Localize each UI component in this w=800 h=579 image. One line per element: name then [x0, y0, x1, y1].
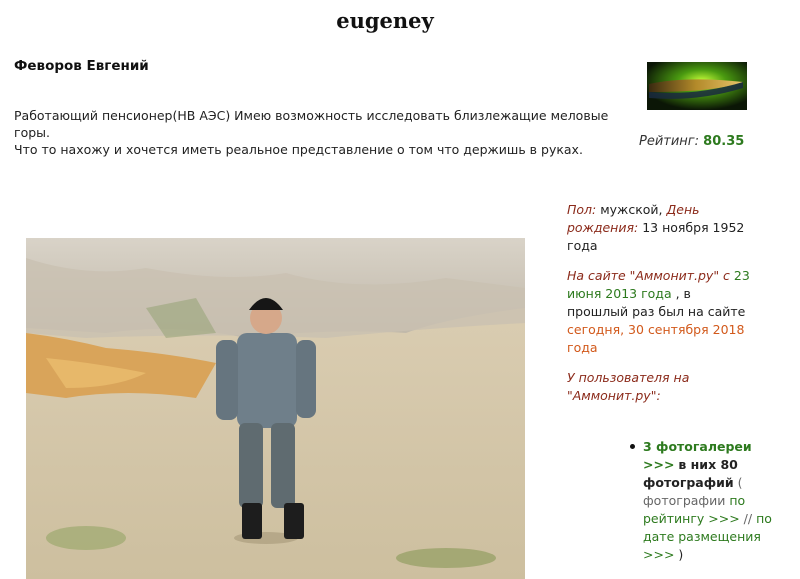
joined-date: 23 июня 2013 года — [567, 268, 750, 301]
galleries-list — [643, 438, 773, 564]
about-line-1: Работающий пенсионер(НВ АЭС) Имею возможность исследовать близлежащие меловые горы. — [14, 108, 609, 140]
rating-label: Рейтинг: — [639, 134, 700, 149]
user-photo-quarry — [26, 238, 525, 579]
by-rating-link[interactable]: по рейтингу >>> — [643, 493, 746, 526]
profile-about — [14, 107, 644, 158]
user-has-label: У пользователя на "Аммонит.ру": — [567, 370, 690, 403]
separator: // — [743, 511, 753, 526]
photo-count-text: в них 80 фотографий — [643, 457, 738, 490]
list-bullet-icon — [630, 444, 635, 449]
about-line-2: Что то нахожу и хочется иметь реальное представление о том что держишь в руках. — [14, 142, 583, 157]
user-photo[interactable] — [26, 238, 525, 579]
profile-full-name: Феворов Евгений — [14, 58, 149, 74]
ammonite-fossil-image — [647, 62, 747, 110]
avatar[interactable] — [647, 62, 747, 110]
rating-value: 80.35 — [703, 134, 745, 149]
close-paren: ) — [678, 547, 684, 562]
galleries-count-link[interactable]: 3 фотогалереи >>> — [643, 439, 752, 472]
gender-value: мужской, — [600, 202, 663, 217]
profile-username: eugeney — [336, 8, 434, 33]
birthday-value: 13 ноября 1952 года — [567, 220, 745, 253]
profile-info — [567, 201, 752, 417]
site-membership — [567, 267, 752, 357]
last-visit-date: сегодня, 30 сентября 2018 года — [567, 322, 745, 355]
photos-text: фотографии — [643, 493, 726, 508]
by-date-link[interactable]: по дате размещения >>> — [643, 511, 772, 562]
last-visit-text: , в прошлый раз был на сайте — [567, 286, 746, 319]
site-label: На сайте "Аммонит.ру" с — [567, 268, 730, 283]
gender-birthday — [567, 201, 752, 255]
open-paren: ( — [737, 475, 743, 490]
gender-label: Пол: — [567, 202, 597, 217]
birthday-label: День рождения: — [567, 202, 700, 235]
rating — [639, 134, 744, 149]
